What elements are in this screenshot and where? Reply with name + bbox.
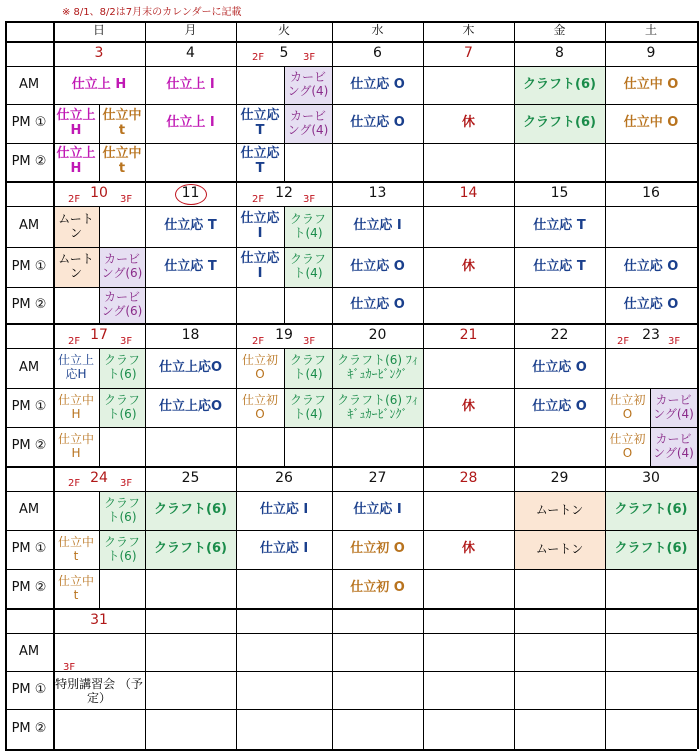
grid-line-row [5,530,697,531]
grid-line-col [145,21,146,749]
weekday-header: 月 [184,23,197,38]
event-cell: 仕立上応O [158,399,223,415]
date-number: 22 [550,327,569,344]
date-number: 4 [186,45,195,62]
grid-line-split [99,206,100,323]
grid-line-split [99,491,100,608]
grid-line-split [99,348,100,466]
date-number: 24 [90,470,108,487]
event-cell: 仕立応 I [240,210,280,241]
date-number: 7 [464,45,473,62]
event-cell: 休 [461,399,475,415]
event-cell: 仕立応 I [353,218,402,234]
date-number: 12 [275,185,293,202]
grid-line-row [5,66,697,67]
event-cell: 仕立応 O [350,296,405,312]
date-number: 25 [181,470,200,487]
event-cell: クラフト(6) [145,530,236,569]
event-cell: クラフト(6) [514,66,605,104]
floor-label-3f: 3F [120,336,133,347]
floor-label-2f: 2F [68,194,81,205]
event-cell: クラフト(4) [284,247,332,287]
date-number: 17 [90,327,108,344]
event-cell: 仕立応 I [259,541,309,557]
event-cell: クラフト(6) [605,491,697,530]
event-cell: カービング(6) [99,247,145,287]
grid-line-row [5,388,697,389]
floor-label-2f: 2F [252,336,265,347]
date-number: 20 [368,327,387,344]
event-cell: クラフト(6) [99,491,145,530]
grid-line-split [284,348,285,466]
grid-line-week [5,41,697,43]
date-number: 26 [275,470,293,487]
event-cell: カービング(4) [284,104,332,143]
slot-label: PM ① [11,681,47,697]
event-cell: 仕立上 H [56,146,96,176]
date-number: 31 [90,612,108,629]
grid-line-split [650,388,651,466]
event-cell: 休 [461,115,475,131]
date-number: 16 [642,185,660,202]
event-cell: カービング(4) [650,388,697,427]
slot-label: PM ② [11,438,47,454]
weekday-header: 日 [92,23,105,38]
grid-line-row [5,348,697,349]
grid-line-row [5,104,697,105]
event-cell: 仕立中 O [623,76,679,92]
date-number: 14 [459,185,478,202]
slot-label: PM ① [11,115,47,131]
floor-label-3f: 3F [303,194,316,205]
event-cell: 仕立応 T [533,258,586,274]
weekday-header: 土 [644,23,657,38]
slot-label: PM ① [11,541,47,557]
floor-label-3f: 3F [303,52,316,63]
grid-line-week [5,181,697,183]
event-cell: 仕立上応H [57,353,94,381]
grid-line-row [5,427,697,428]
grid-line-week [5,466,697,468]
event-cell: 仕立中 t [102,146,142,176]
event-cell: 仕立上 I [166,76,215,92]
special-event: 特別講習会 （予定） [55,677,143,705]
date-number: 10 [90,185,108,202]
slot-label: AM [18,643,40,659]
calendar-note: ※ 8/1、8/2は7月末のカレンダーに記載 [62,7,242,18]
grid-line-row [5,247,697,248]
grid-line-row [5,709,697,710]
grid-line-row [5,633,697,634]
event-cell: 仕立中 t [57,534,94,563]
event-cell: クラフト(6) [605,530,697,569]
event-cell: カービング(6) [99,287,145,323]
event-cell: ムートン [514,491,605,530]
event-cell: クラフト(6) [99,348,145,388]
date-number: 15 [550,185,569,202]
grid-line-bottom [5,749,697,751]
event-cell: 仕立中 H [57,431,94,460]
event-cell: クラフト(6) [99,388,145,427]
grid-line-split [284,66,285,181]
weekday-header: 木 [462,23,475,38]
weekday-header: 火 [277,23,290,38]
slot-label: PM ② [11,720,47,736]
event-cell: 仕立上 I [166,115,215,131]
event-cell: 休 [461,258,475,274]
weekday-header: 金 [553,23,566,38]
event-cell: 仕立応 T [164,218,217,234]
event-cell: クラフト(6) [99,530,145,569]
event-cell: 仕立応 T [164,258,217,274]
slot-label: PM ① [11,399,47,415]
slot-label: AM [18,76,40,92]
date-number: 23 [642,327,660,344]
date-number: 18 [181,327,200,344]
grid-line-split [99,104,100,181]
slot-label: PM ① [11,258,47,274]
event-cell: 仕立応 I [259,502,309,518]
slot-label: AM [18,502,40,518]
slot-label: AM [18,359,40,375]
grid-line-row [5,287,697,288]
grid-line-top [5,21,697,23]
grid-line-col [5,21,7,749]
event-cell: クラフト(6) ﾌｨｷﾞｭｶｰﾋﾞﾝｸﾞ [332,348,423,388]
event-cell: 仕立上 H [71,76,127,92]
event-cell: 仕立応 O [350,115,405,131]
floor-label-2f: 2F [252,194,265,205]
event-cell: 仕立上応O [158,359,223,375]
event-cell: 仕立応 O [623,296,679,312]
date-number: 27 [368,470,387,487]
slot-label: AM [18,218,40,234]
floor-label-2f: 2F [617,336,630,347]
date-circle-mark [175,184,207,205]
event-cell: 仕立初O [241,392,278,421]
event-cell: 仕立応 T [240,146,280,176]
event-cell: ムートン [53,206,99,247]
event-cell: クラフト(6) [514,104,605,143]
event-cell: 仕立初O [241,353,278,381]
date-number: 21 [459,327,478,344]
grid-line-week [5,323,697,325]
event-cell: 仕立応 I [240,251,280,281]
floor-label-3f: 3F [668,336,681,347]
grid-line-col [53,21,55,749]
date-number: 6 [373,45,382,62]
event-cell: 仕立初 O [350,541,405,557]
grid-line-row [5,671,697,672]
event-cell: 仕立中 t [57,573,94,602]
event-cell: 仕立中 t [102,107,142,138]
event-cell: 仕立応 O [623,258,679,274]
event-cell: 仕立応 T [240,107,280,138]
date-number: 9 [646,45,656,62]
event-cell: カービング(4) [650,427,697,466]
event-cell: 仕立応 O [532,399,587,415]
date-number: 30 [642,470,660,487]
event-cell: クラフト(6) ﾌｨｷﾞｭｶｰﾋﾞﾝｸﾞ [332,388,423,427]
event-cell: 仕立初 O [350,580,405,596]
floor-label-2f: 2F [252,52,265,63]
floor-label-3f: 3F [63,662,76,673]
event-cell: 仕立応 O [350,76,405,92]
event-cell: カービング(4) [284,66,332,104]
event-cell: クラフト(4) [284,206,332,247]
grid-line-col [605,21,606,749]
event-cell: 仕立応 I [353,502,402,518]
event-cell: 休 [461,541,475,557]
floor-label-3f: 3F [120,194,133,205]
grid-line-col [236,21,237,749]
floor-label-2f: 2F [68,336,81,347]
date-number: 28 [459,470,478,487]
grid-line-row [5,143,697,144]
grid-line-col [697,21,699,749]
event-cell: 仕立中 H [57,392,94,421]
grid-line-col [332,21,333,749]
date-number: 8 [555,45,564,62]
event-cell: 仕立応 T [533,218,586,234]
event-cell: 仕立中 O [623,115,679,131]
event-cell: クラフト(6) [145,491,236,530]
grid-line-row [5,206,697,207]
floor-label-3f: 3F [303,336,316,347]
grid-line-week [5,608,697,610]
slot-label: PM ② [11,580,47,596]
slot-label: PM ② [11,153,47,169]
event-cell: 仕立応 O [350,258,405,274]
event-cell: 仕立初 O [609,392,646,421]
date-number: 29 [550,470,569,487]
floor-label-2f: 2F [68,478,81,489]
grid-line-row [5,569,697,570]
event-cell: ムートン [53,247,99,287]
event-cell: 仕立応 O [532,359,587,375]
event-cell: 仕立初 O [609,431,646,460]
grid-line-row [5,491,697,492]
floor-label-3f: 3F [120,478,133,489]
date-number: 3 [94,45,104,62]
event-cell: ムートン [514,530,605,569]
grid-line-col [514,21,515,749]
event-cell: クラフト(4) [284,388,332,427]
grid-line-split [284,206,285,323]
slot-label: PM ② [11,296,47,312]
grid-line-col [423,21,424,749]
weekday-header: 水 [371,23,384,38]
date-number: 19 [275,327,293,344]
date-number: 13 [368,185,387,202]
event-cell: クラフト(4) [284,348,332,388]
date-number: 11 [181,185,200,202]
date-number: 5 [279,45,289,62]
event-cell: 仕立上 H [56,107,96,138]
